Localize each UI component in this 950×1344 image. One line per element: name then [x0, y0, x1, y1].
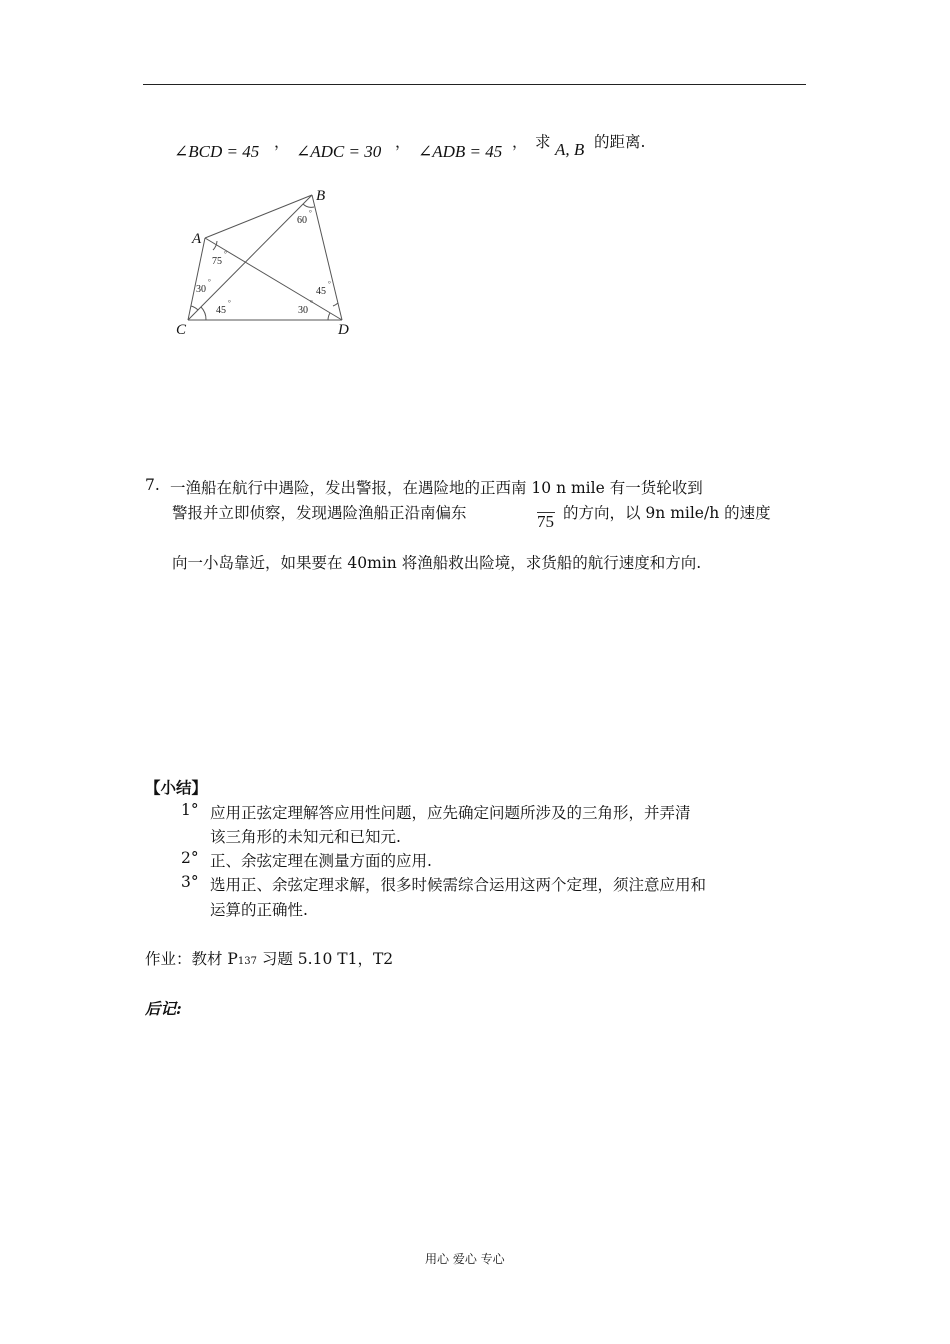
postscript-label: 后记: [145, 999, 182, 1018]
degree-mark: ° [310, 299, 313, 307]
separator: ， [512, 133, 528, 151]
problem7-line1: 一渔船在航行中遇险，发出警报，在遇险地的正西南 10 n mile 有一货轮收到 [170, 479, 703, 497]
homework-line [145, 947, 393, 969]
degree-mark: ° [328, 280, 331, 288]
problem7-line3: 向一小岛靠近，如果要在 40min 将渔船救出险境，求货船的航行速度和方向. [172, 554, 702, 572]
angle-adb: ∠ADB = 45 [418, 142, 503, 161]
angle-label-d45: 45 [316, 286, 326, 297]
degree-mark: ° [224, 250, 227, 258]
bearing-bar [537, 512, 555, 513]
angle-label-b60: 60 [297, 215, 307, 226]
separator: ， [395, 133, 411, 151]
degree-mark: ° [208, 278, 211, 286]
summary-heading: 【小结】 [145, 778, 208, 797]
separator: ， [274, 133, 290, 151]
arc-d-lower [328, 313, 330, 320]
homework-prefix: 作业：教材 P [145, 950, 238, 968]
segment-bd [312, 195, 342, 320]
summary-item-line: 该三角形的未知元和已知元. [210, 828, 401, 846]
degree-mark: ° [309, 209, 312, 217]
problem7-line2b: 的方向，以 9n mile/h 的速度 [563, 504, 771, 522]
vertex-c: C [176, 322, 187, 338]
footer-text: 用心 爱心 专心 [425, 1252, 505, 1266]
ask-points: A, B [555, 140, 585, 159]
summary-marker: 3° [181, 873, 199, 891]
problem7-number: 7. [145, 476, 160, 494]
summary-item-line: 运算的正确性. [210, 901, 308, 919]
arc-c-upper [191, 306, 198, 310]
ask-suffix: 的距离. [594, 133, 646, 151]
homework-suffix: 习题 5.10 T1，T2 [256, 950, 394, 968]
angle-label-c45: 45 [216, 305, 226, 316]
angle-adc: ∠ADC = 30 [296, 142, 382, 161]
angle-label-c30: 30 [196, 284, 206, 295]
angle-label-d30: 30 [298, 305, 308, 316]
problem7-line2a: 警报并立即侦察，发现遇险渔船正沿南偏东 [172, 504, 467, 522]
quadrilateral-figure [170, 180, 370, 345]
arc-a [213, 241, 217, 250]
header-rule [143, 84, 806, 85]
angle-bcd: ∠BCD = 45 [174, 142, 260, 161]
ask-prefix: 求 [535, 133, 551, 151]
arc-c-lower [201, 307, 206, 320]
summary-marker: 2° [181, 849, 199, 867]
summary-item-line: 应用正弦定理解答应用性问题，应先确定问题所涉及的三角形，并弄清 [210, 804, 691, 822]
vertex-a: A [192, 231, 202, 247]
segment-ca [188, 238, 205, 320]
segment-ab [205, 195, 312, 238]
degree-mark: ° [228, 299, 231, 307]
homework-page: 137 [237, 956, 257, 967]
vertex-b: B [316, 188, 326, 204]
diagonal-cb [188, 195, 312, 320]
summary-item-line: 正、余弦定理在测量方面的应用. [210, 852, 432, 870]
angle-label-a75: 75 [212, 256, 222, 267]
summary-item-line: 选用正、余弦定理求解，很多时候需综合运用这两个定理，须注意应用和 [210, 876, 707, 894]
bearing-value: 75 [537, 512, 554, 531]
summary-marker: 1° [181, 801, 199, 819]
vertex-d: D [338, 322, 349, 338]
arc-d-upper [333, 303, 338, 306]
arc-b [303, 204, 314, 207]
